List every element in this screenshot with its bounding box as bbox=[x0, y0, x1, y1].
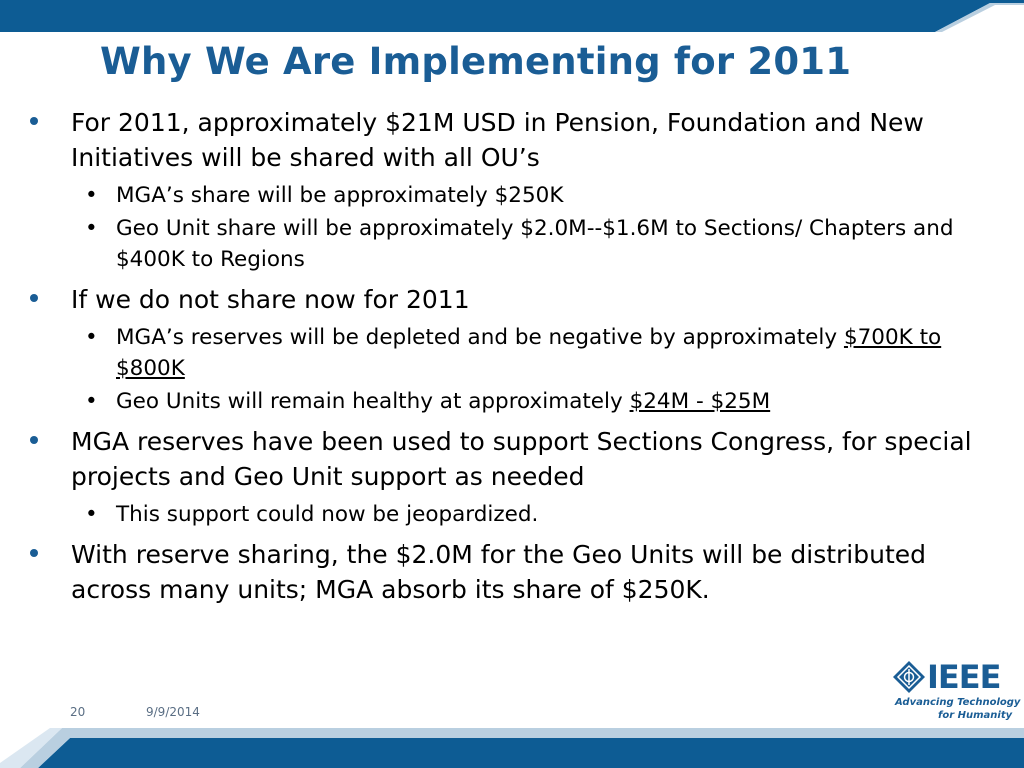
bullet-dot bbox=[30, 294, 38, 302]
sub-bullet-text: MGA’s share will be approximately $250K bbox=[116, 183, 564, 208]
bullet-text: With reserve sharing, the $2.0M for the Geo Units will be distributed across many units; MGA absorb its share of $250K. bbox=[71, 540, 927, 604]
sub-bullet-dot: • bbox=[85, 325, 98, 350]
bottom-decorative-band bbox=[0, 728, 1024, 768]
bullet-text: For 2011, approximately $21M USD in Pension, Foundation and New Initiatives will be shared with all OU’s bbox=[71, 108, 924, 172]
sub-bullet-dot: • bbox=[85, 183, 98, 208]
top-decorative-band bbox=[0, 0, 1024, 32]
sub-bullet-text: MGA’s reserves will be depleted and be negative by approximately bbox=[116, 325, 844, 350]
bullet-pension-sharing bbox=[30, 105, 1005, 175]
bullet-dot bbox=[30, 549, 38, 557]
bullet-text: MGA reserves have been used to support Sections Congress, for special projects and Geo Unit support as needed bbox=[71, 427, 972, 491]
ieee-logo bbox=[892, 658, 1021, 724]
sub-bullet-dot: • bbox=[85, 216, 98, 241]
sub-bullet-dot: • bbox=[85, 389, 98, 414]
sub-bullet-text: Geo Units will remain healthy at approximately bbox=[116, 389, 630, 414]
slide-number: 20 bbox=[70, 705, 86, 719]
sub-list bbox=[30, 322, 1005, 417]
bullet-dot bbox=[30, 117, 38, 125]
slide-date: 9/9/2014 bbox=[146, 705, 200, 719]
slide-body bbox=[30, 105, 1005, 607]
ieee-tagline-line1: Advancing Technology bbox=[895, 697, 1021, 708]
bullet-reserve-sharing bbox=[30, 537, 1005, 607]
bullet-dot bbox=[30, 436, 38, 444]
sub-bullet-mga-reserves-depleted bbox=[30, 322, 1005, 384]
bullet-text: If we do not share now for 2011 bbox=[71, 285, 470, 314]
sub-bullet-text: This support could now be jeopardized. bbox=[116, 502, 539, 527]
bullet-mga-reserves-used bbox=[30, 424, 1005, 494]
slide-title: Why We Are Implementing for 2011 bbox=[100, 40, 852, 83]
sub-bullet-text: Geo Unit share will be approximately $2.0M--$1.6M to Sections/ Chapters and $400K to Regions bbox=[116, 216, 954, 272]
sub-bullet-mga-share bbox=[30, 180, 1005, 211]
ieee-tagline-line2: for Humanity bbox=[938, 710, 1013, 721]
sub-bullet-geo-units-healthy bbox=[30, 386, 1005, 417]
underlined-amount: $24M - $25M bbox=[629, 389, 771, 414]
ieee-wordmark: IEEE bbox=[927, 658, 1001, 696]
sub-list bbox=[30, 180, 1005, 275]
sub-list bbox=[30, 499, 1005, 530]
sub-bullet-geo-unit-share bbox=[30, 213, 1005, 275]
bullet-if-not-share bbox=[30, 282, 1005, 317]
underlined-amount: $700K to $800K bbox=[116, 325, 942, 381]
ieee-diamond-icon bbox=[892, 660, 926, 694]
sub-bullet-dot: • bbox=[85, 502, 98, 527]
sub-bullet-jeopardized bbox=[30, 499, 1005, 530]
